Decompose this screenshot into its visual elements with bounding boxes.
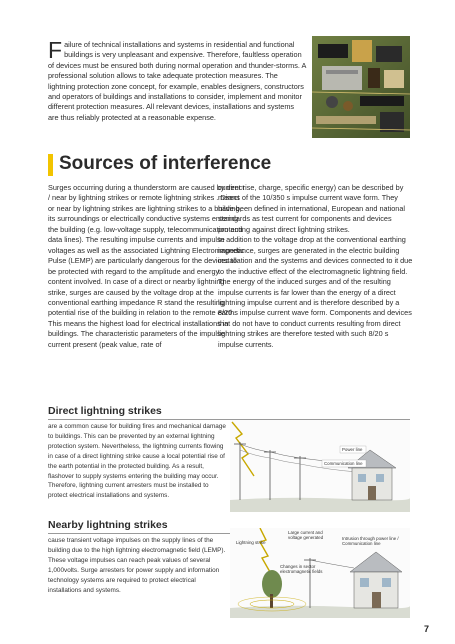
nearby-strikes-title: Nearby lightning strikes [48,519,168,531]
field-changes-label-2: electromagnetic fields [280,569,323,574]
intro-dropcap: F [48,37,63,63]
nearby-strike-diagram [230,528,410,618]
direct-strikes-text: are a common cause for building fires and mechanical damage to buildings. This can be prevented by an external lightning protection system. Nevertheless, the lightning currents flowing in case of a direct lightning strike cause a local potential rise of the earth potential in the protected building. As a result, flashover to supply systems entering the building may occur. Therefore, lightning current arresters must be installed to protect electrical installations and systems. [48,423,226,500]
intrusion-label-2: Communication line [342,541,381,546]
lightning-strike-label: Lightning strike [236,540,266,545]
nearby-strikes-text: cause transient voltage impulses on the supply lines of the building due to the high lightning electromagnetic field (LEMP). These voltage impulses can reach peak values of several 1,000volts. Surge arresters for power supply and information technology systems are required to protect electrical installations and systems. [48,537,226,594]
circuit-board-photo [312,36,410,138]
section-accent-bar [48,154,53,176]
direct-strike-diagram [230,420,410,512]
power-line-label: Power line [342,447,363,452]
section-column-2: current rise, charge, specific energy) can be described by means of the 10/350 s impulse current wave form. They have been defined in international, European and national standards as test current for components and devices protecting against direct lightning strikes. In addition to the voltage drop at the conventional earthing impedance, surges are generated in the electric building installation and the systems and devices connected to it due to the inductive effect of the electromagnetic lightning field. The energy of the induced surges and of the resulting impulse currents is far lower than the energy of a direct lightning impulse current and is therefore described by a 8/20 s impulse current wave form. Components and devices that do not have to conduct currents resulting from direct lightning strikes are therefore tested with such 8/20 s impulse currents. [218,183,413,349]
direct-strike-illustration [230,420,410,512]
field-changes-label-1: Changes in sector [280,564,316,569]
voltage-generated-label: voltage generated [288,535,324,540]
intrusion-label-1: Intrusion through power line / [342,536,399,541]
nearby-strike-illustration [230,528,410,618]
direct-strikes-title: Direct lightning strikes [48,405,162,417]
section-title: Sources of interference [59,153,272,174]
section-column-1: Surges occurring during a thunderstorm are caused by direct / near by lightning strikes or remote lightning strikes . Direct or near by lightning strikes are lightning strikes to a building, its surroundings or electrically conductive systems entering the building (e.g. low-voltage supply, telecommunication and data lines). The resulting impulse currents and impulse voltages as well as the associated Lightning Electromagnetic Pulse (LEMP) are particularly dangerous for the devices to be protected with regard to the amplitude and energy content involved. In case of a direct or nearby lightning strike, surges are caused by the voltage drop at the conventional earthing impedance R stand the resulting potential rise of the building in relation to the remote earth. This means the highest load for electrical installations in buildings. The characteristic parameters of the impulse current present (peak value, rate of [48,183,245,349]
intro-text: ailure of technical installations and systems in residential and functional buildings is very unpleasant and expensive. Therefore, faultless operation of devices must be ensured both during normal operation and thunder-storms. A professional solution allows to take adequate protection measures. The lightning protection zone concept, for example, enables designers, constructors and operators of buildings and installations to consider, implement and monitor different protection measures. All relevant devices, installations and systems are thus reliably protected at a reasonable expense. [48,40,306,122]
large-current-label: Large current and [288,530,323,535]
communication-line-label: Communication line [324,461,363,466]
intro-paragraph [48,37,306,123]
circuit-board-image [312,36,410,138]
page-number: 7 [423,624,429,634]
